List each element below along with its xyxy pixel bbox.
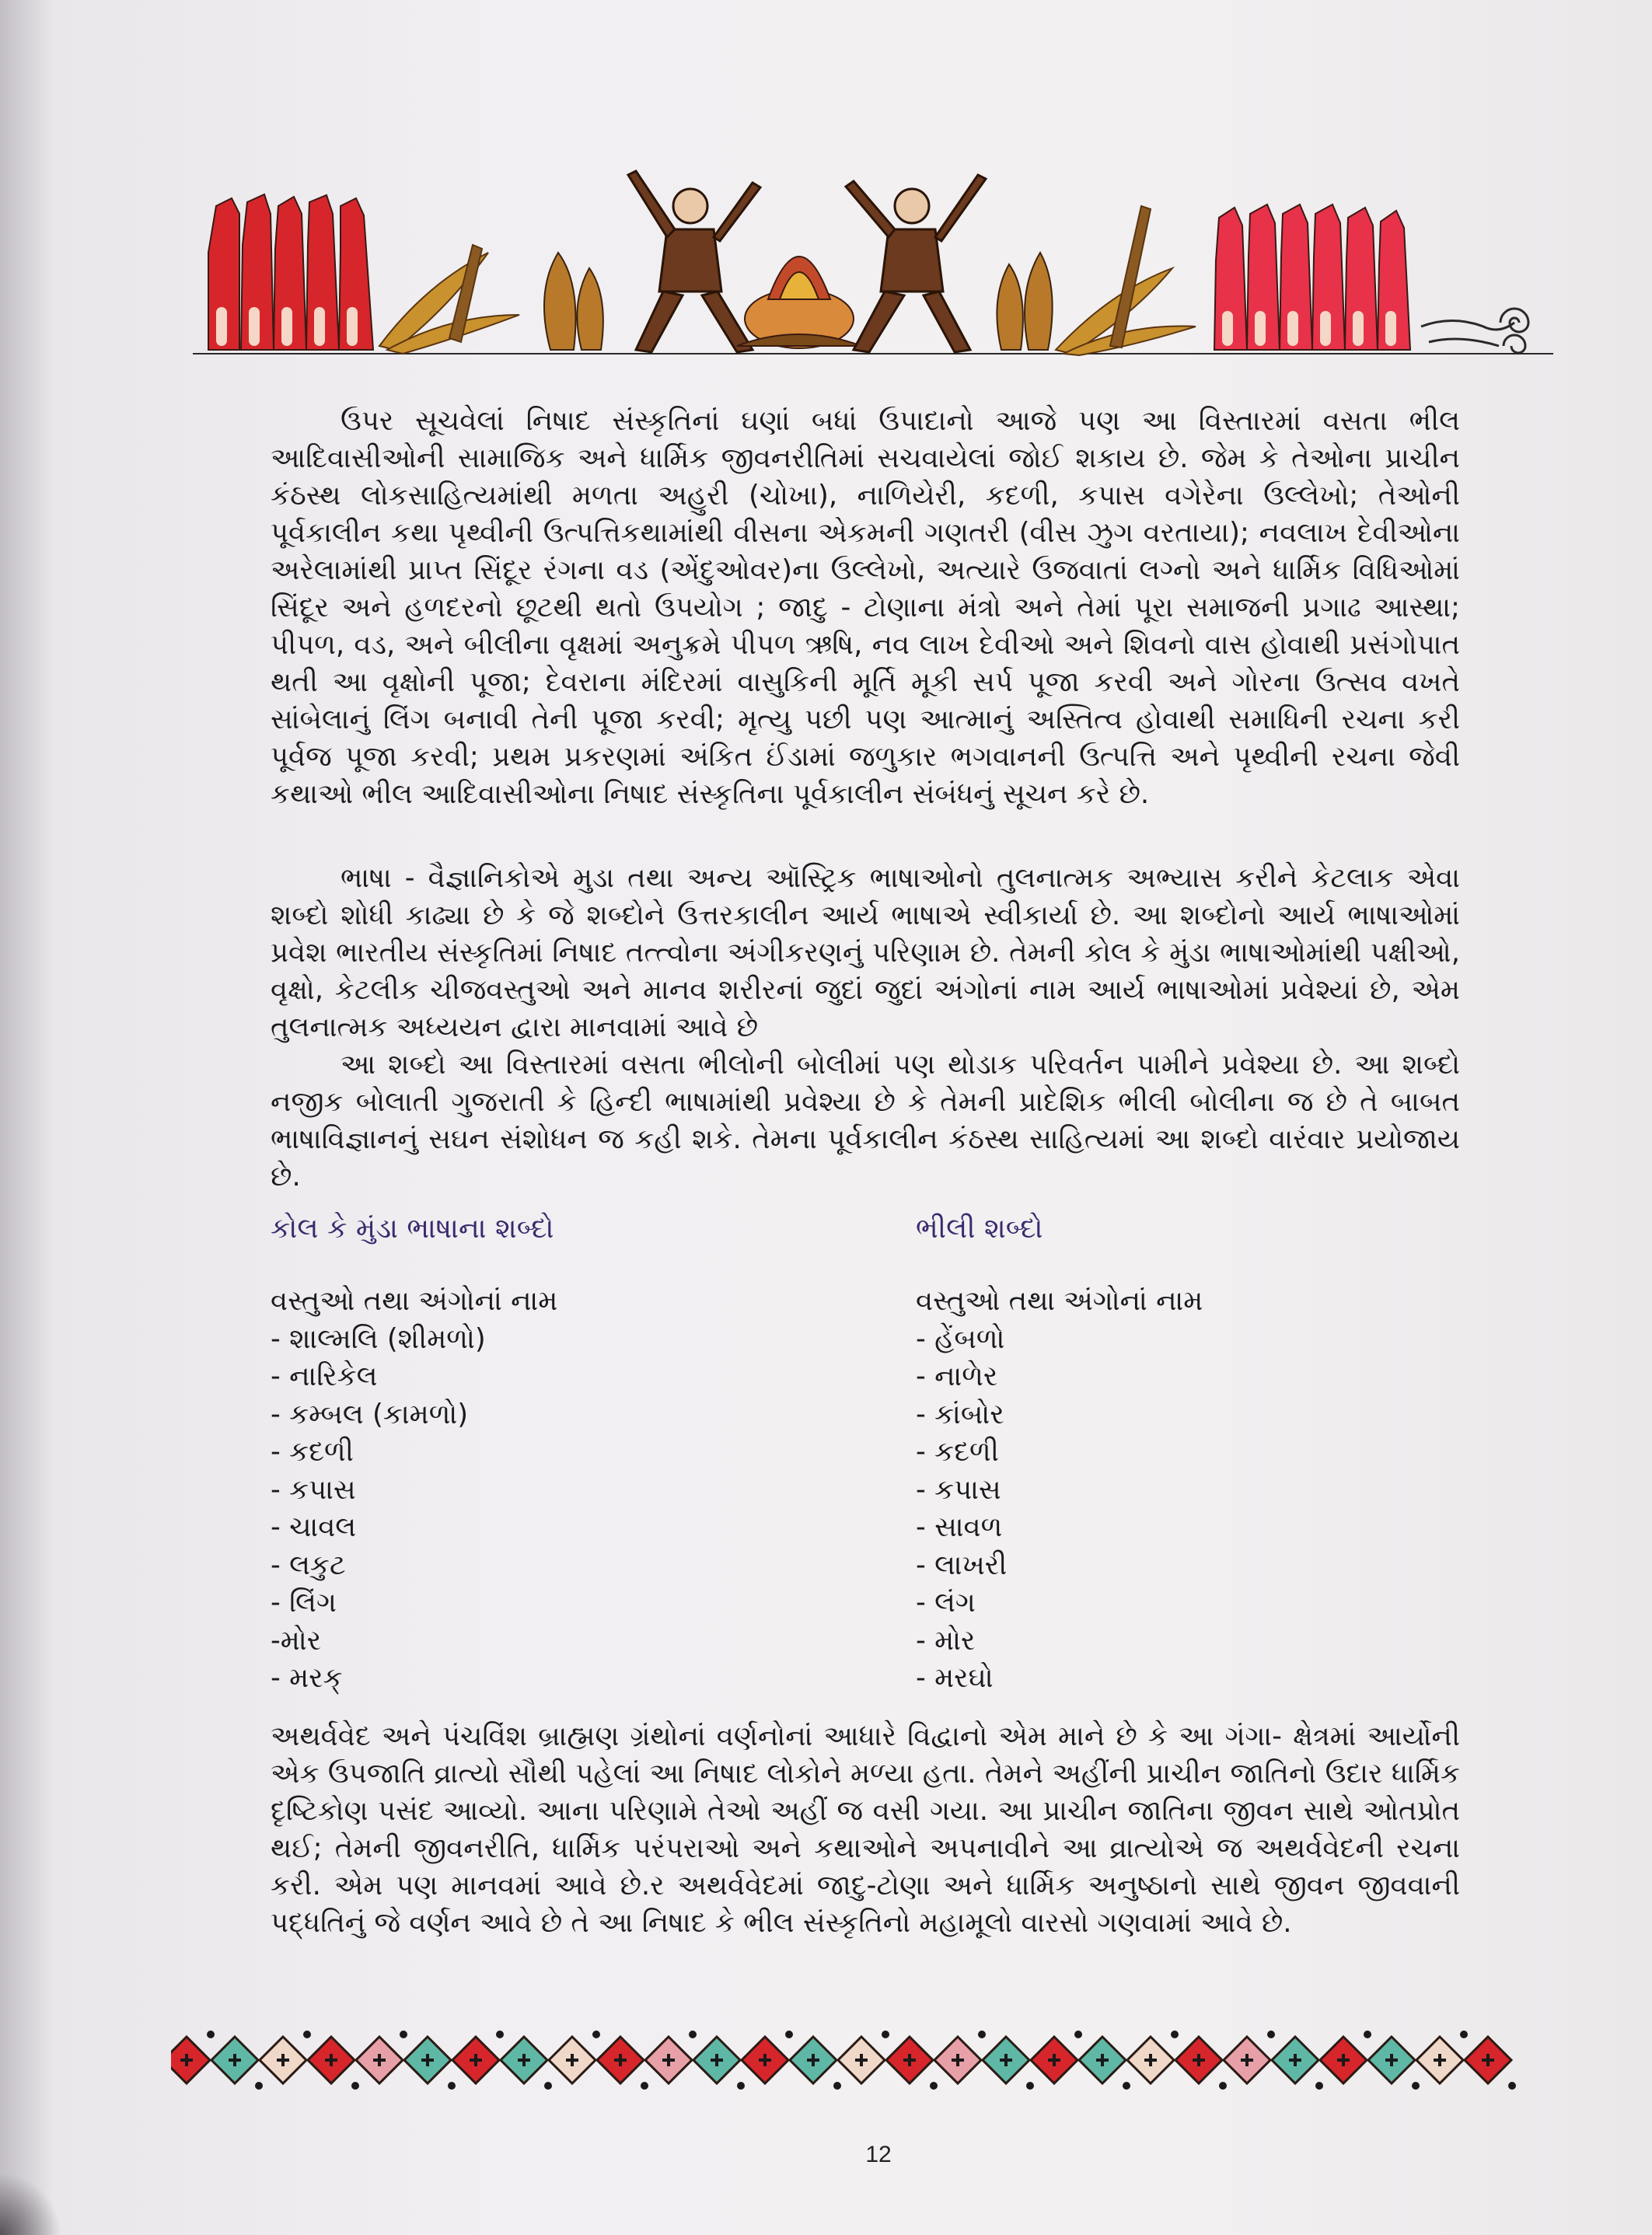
border-dot bbox=[1412, 2082, 1420, 2090]
list-subheading: વસ્તુઓ તથા અંગોનાં નામ bbox=[916, 1285, 1203, 1317]
page-number: 12 bbox=[865, 2142, 892, 2167]
paragraph-3: આ શબ્દો આ વિસ્તારમાં વસતા ભીલોની બોલીમાં પણ થોડાક પરિવર્તન પામીને પ્રવેશ્યા છે. આ શબ્દો નજીક બોલાતી ગુજરાતી કે હિન્દી ભાષામાંથી પ્રવેશ્યા છે કે તેમની પ્રાદેશિક ભીલી બોલીના જ છે તે બાબત ભાષાવિજ્ઞાનનું સઘન સંશોધન જ કહી શકે. તેમના પૂર્વકાલીન કંઠસ્થ સાહિત્યમાં આ શબ્દો વારંવાર પ્રયોજાય છે. bbox=[271, 1049, 1460, 1193]
border-dot bbox=[1267, 2031, 1275, 2038]
list-item: - ચાવલ bbox=[271, 1511, 357, 1543]
list-item: - નાળેર bbox=[916, 1360, 998, 1392]
list-item: - શાલ્મલિ (શીમળો) bbox=[271, 1322, 486, 1355]
list-item: - મરક્ bbox=[271, 1662, 343, 1694]
border-dot bbox=[1219, 2082, 1227, 2090]
border-dot bbox=[1026, 2082, 1034, 2090]
border-dot bbox=[882, 2031, 889, 2038]
border-dot bbox=[1364, 2031, 1371, 2038]
border-dot bbox=[1074, 2031, 1082, 2038]
border-dot bbox=[1460, 2031, 1468, 2038]
list-item: - કદળી bbox=[271, 1436, 354, 1468]
dancer-left bbox=[628, 171, 760, 352]
border-dot bbox=[833, 2082, 841, 2090]
list-item: - કદળી bbox=[916, 1436, 999, 1468]
border-dot bbox=[641, 2082, 648, 2090]
left-word-list bbox=[271, 1283, 557, 1698]
list-item: - નારિકેલ bbox=[271, 1360, 378, 1392]
left-column-heading: કોલ કે મુંડા ભાષાના શબ્દો bbox=[271, 1213, 554, 1245]
border-dot bbox=[1123, 2082, 1130, 2090]
list-item: - હેંબળો bbox=[916, 1322, 1005, 1355]
border-dot bbox=[1315, 2082, 1323, 2090]
dancer-right bbox=[846, 175, 986, 352]
border-dot bbox=[1171, 2031, 1179, 2038]
list-subheading: વસ્તુઓ તથા અંગોનાં નામ bbox=[271, 1285, 558, 1317]
border-dot bbox=[544, 2082, 552, 2090]
list-item: - કાંબોર bbox=[916, 1398, 1004, 1430]
border-dot bbox=[207, 2031, 215, 2038]
border-dot bbox=[400, 2031, 407, 2038]
right-column-heading: ભીલી શબ્દો bbox=[916, 1213, 1043, 1245]
grass-right bbox=[1056, 206, 1196, 355]
list-item: - લકુટ bbox=[271, 1549, 346, 1581]
border-dot bbox=[978, 2031, 986, 2038]
right-word-list bbox=[916, 1283, 1203, 1698]
border-dot bbox=[351, 2082, 359, 2090]
list-item: - કપાસ bbox=[916, 1473, 1001, 1506]
list-item: - લંગ bbox=[916, 1587, 976, 1619]
border-dot bbox=[1508, 2082, 1516, 2090]
border-dot bbox=[448, 2082, 456, 2090]
grass-left bbox=[379, 245, 519, 354]
header-illustration bbox=[193, 159, 1563, 369]
scroll-ornament bbox=[1421, 309, 1528, 353]
border-dot bbox=[592, 2031, 600, 2038]
bird-figures-right bbox=[997, 253, 1052, 350]
border-dot bbox=[930, 2082, 938, 2090]
list-item: - સાવળ bbox=[916, 1511, 1003, 1543]
corner-shadow bbox=[0, 2173, 62, 2235]
list-item: - મરઘો bbox=[916, 1662, 994, 1694]
bird-figures-left bbox=[544, 253, 603, 350]
border-dot bbox=[303, 2031, 311, 2038]
list-item: - લિંગ bbox=[271, 1587, 337, 1619]
border-dot bbox=[255, 2082, 263, 2090]
list-item: - લાખરી bbox=[916, 1549, 1008, 1581]
border-dot bbox=[785, 2031, 793, 2038]
list-item: - કમ્બલ (કામળો) bbox=[271, 1398, 469, 1430]
list-item: - કપાસ bbox=[271, 1473, 356, 1506]
list-item: - મોર bbox=[916, 1624, 976, 1657]
footer-diamond-border bbox=[171, 2017, 1570, 2103]
page-gutter-shadow bbox=[0, 0, 54, 2235]
border-dot bbox=[737, 2082, 745, 2090]
border-dot bbox=[496, 2031, 504, 2038]
paragraph-4: અથર્વવેદ અને પંચવિંશ બ્રાહ્મણ ગ્રંથોનાં વર્ણનોનાં આધારે વિદ્વાનો એમ માને છે કે આ ગંગા- ક્ષેત્રમાં આર્યોની એક ઉપજાતિ વ્રાત્યો સૌથી પહેલાં આ નિષાદ લોકોને મળ્યા હતા. તેમને અહીંની પ્રાચીન જાતિનો ઉદાર ધાર્મિક દૃષ્ટિકોણ પસંદ આવ્યો. આના પરિણામે તેઓ અહીં જ વસી ગયા. આ પ્રાચીન જાતિના જીવન સાથે ઓતપ્રોત થઈ; તેમની જીવનરીતિ, ધાર્મિક પરંપરાઓ અને કથાઓને અપનાવીને આ વ્રાત્યોએ જ અથર્વવેદની રચના કરી. એમ પણ માનવમાં આવે છે.ર અથર્વવેદમાં જાદુ-ટોણા અને ધાર્મિક અનુષ્ઠાનો સાથે જીવન જીવવાની પદ્ધતિનું જે વર્ણન આવે છે તે આ નિષાદ કે ભીલ સંસ્કૃતિનો મહામૂલો વારસો ગણવામાં આવે છે. bbox=[271, 1720, 1460, 1939]
red-figures-right bbox=[1214, 204, 1410, 350]
paragraph-2: ભાષા - વૈજ્ઞાનિકોએ મુડા તથા અન્ય ઑસ્ટ્રિક ભાષાઓનો તુલનાત્મક અભ્યાસ કરીને કેટલાક એવા શબ્દો શોધી કાઢ્યા છે કે જે શબ્દોને ઉત્તરકાલીન આર્ય ભાષાએ સ્વીકાર્યા છે. આ શબ્દોનો આર્ય ભાષાઓમાં પ્રવેશ ભારતીય સંસ્કૃતિમાં નિષાદ તત્ત્વોના અંગીકરણનું પરિણામ છે. તેમની કોલ કે મુંડા ભાષાઓમાંથી પક્ષીઓ, વૃક્ષો, કેટલીક ચીજવસ્તુઓ અને માનવ શરીરનાં જુદાં જુદાં અંગોનાં નામ આર્ય ભાષાઓમાં પ્રવેશ્યાં છે, એમ તુલનાત્મક અધ્યયન દ્વારા માનવામાં આવે છે bbox=[271, 862, 1460, 1043]
paragraph-1: ઉપર સૂચવેલાં નિષાદ સંસ્કૃતિનાં ઘણાં બધાં ઉપાદાનો આજે પણ આ વિસ્તારમાં વસતા ભીલ આદિવાસીઓની સામાજિક અને ધાર્મિક જીવનરીતિમાં સચવાયેલાં જોઈ શકાય છે. જેમ કે તેઓના પ્રાચીન કંઠસ્થ લોકસાહિત્યમાંથી મળતા અહુરી (ચોખા), નાળિયેરી, કદળી, કપાસ વગેરેના ઉલ્લેખો; તેઓની પૂર્વકાલીન કથા પૃથ્વીની ઉત્પત્તિકથામાંથી વીસના એકમની ગણતરી (વીસ ઝુગ વરતાયા); નવલાખ દેવીઓના અરેલામાંથી પ્રાપ્ત સિંદૂર રંગના વડ (એંદુઓવર)ના ઉલ્લેખો, અત્યારે ઉજવાતાં લગ્નો અને ધાર્મિક વિધિઓમાં સિંદૂર અને હળદરનો છૂટથી થતો ઉપયોગ ; જાદુ - ટોણાના મંત્રો અને તેમાં પૂરા સમાજની પ્રગાઢ આસ્થા; પીપળ, વડ, અને બીલીના વૃક્ષમાં અનુક્રમે પીપળ ઋષિ, નવ લાખ દેવીઓ અને શિવનો વાસ હોવાથી પ્રસંગોપાત થતી આ વૃક્ષોની પૂજા; દેવરાના મંદિરમાં વાસુકિની મૂર્તિ મૂકી સર્પ પૂજા કરવી અને ગોરના ઉત્સવ વખતે સાંબેલાનું લિંગ બનાવી તેની પૂજા કરવી; મૃત્યુ પછી પણ આત્માનું અસ્તિત્વ હોવાથી સમાધિની રચના કરી પૂર્વજ પૂજા કરવી; પ્રથમ પ્રકરણમાં અંકિત ઈંડામાં જળુકાર ભગવાનની ઉત્પત્તિ અને પૃથ્વીની રચના જેવી કથાઓ ભીલ આદિવાસીઓના નિષાદ સંસ્કૃતિના પૂર્વકાલીન સંબંધનું સૂચન કરે છે. bbox=[271, 405, 1461, 810]
list-item: -મોર bbox=[271, 1624, 322, 1657]
border-dot bbox=[689, 2031, 697, 2038]
center-fire bbox=[737, 257, 861, 348]
